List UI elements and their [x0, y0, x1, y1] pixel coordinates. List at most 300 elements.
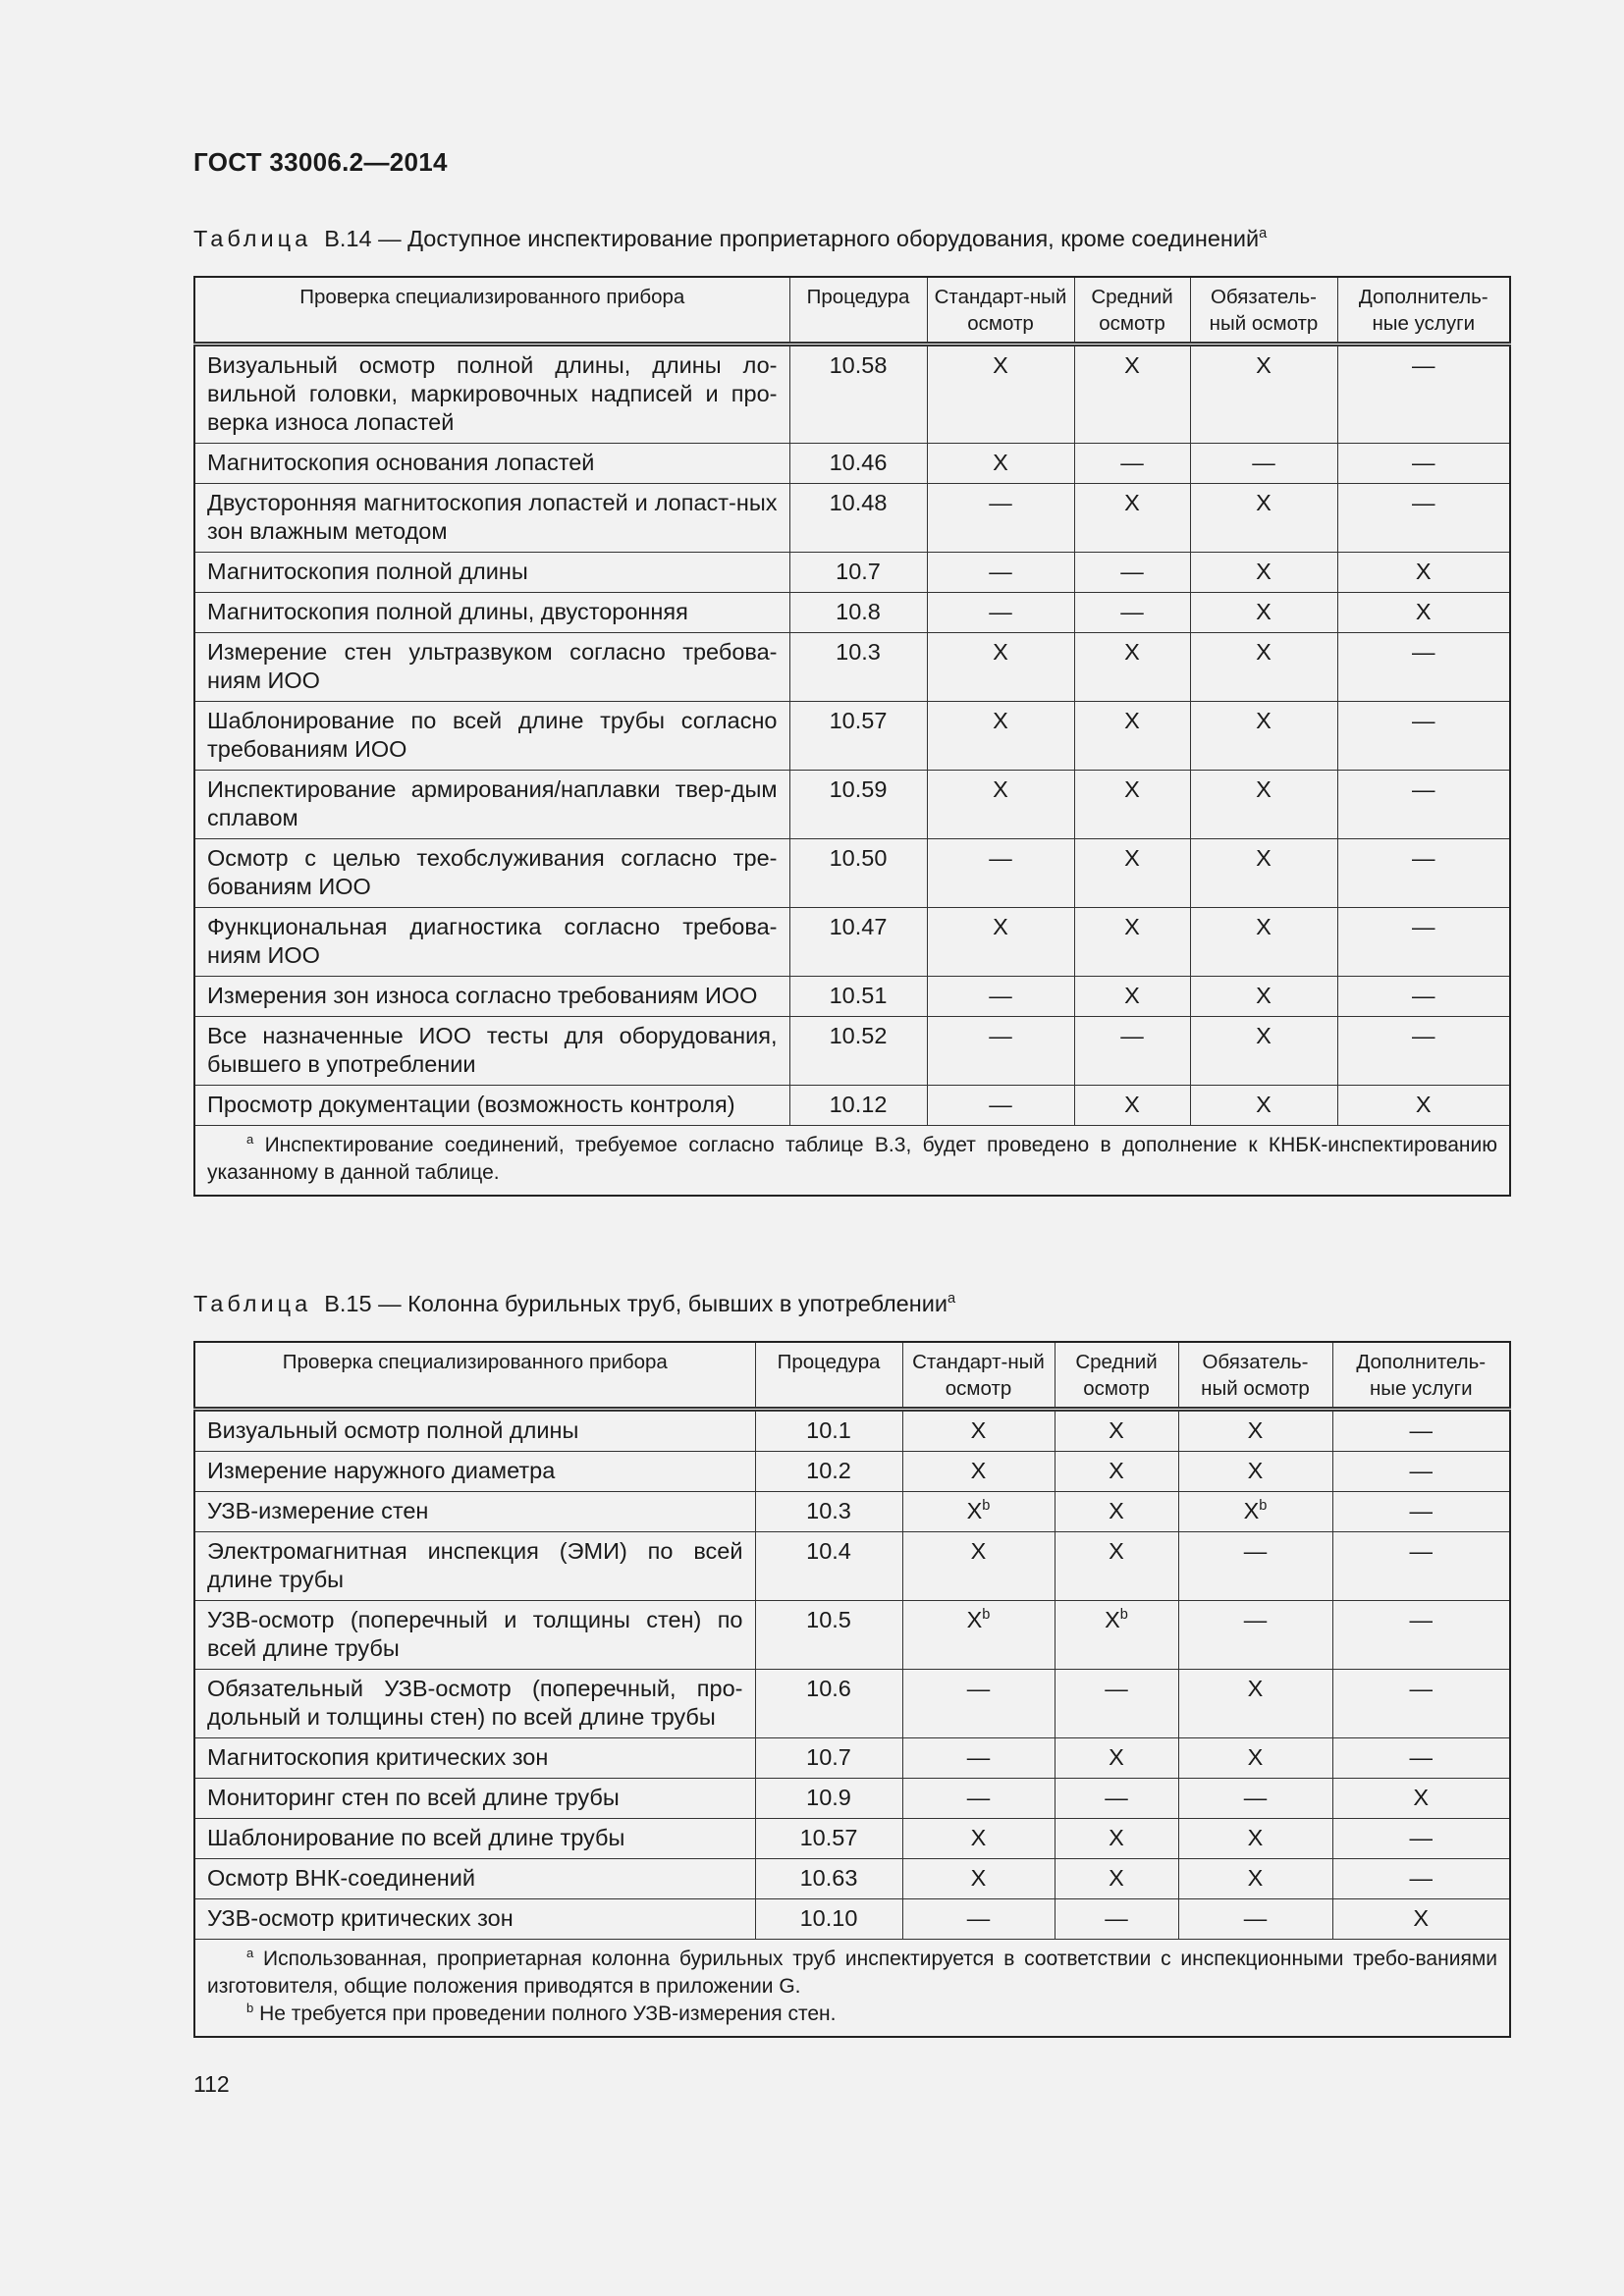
cell-medium	[1055, 1492, 1178, 1532]
cell-check-value: Измерение наружного диаметра	[207, 1458, 556, 1483]
cell-standard-value: X	[970, 1865, 987, 1891]
cell-mandatory-value: X	[1247, 1676, 1264, 1701]
cell-procedure	[789, 1017, 927, 1086]
cell-medium	[1074, 908, 1190, 977]
cell-mandatory	[1190, 1086, 1337, 1126]
cell-procedure	[789, 702, 927, 771]
cell-mandatory-value: —	[1243, 1538, 1268, 1564]
table2-footnote-a-mark: a	[246, 1946, 254, 1960]
cell-medium	[1074, 977, 1190, 1017]
cell-check	[194, 1779, 755, 1819]
cell-medium	[1055, 1899, 1178, 1940]
cell-procedure-value: 10.48	[829, 490, 888, 515]
cell-medium-value: —	[1120, 559, 1144, 584]
table2-footnote-b-text: Не требуется при проведении полного УЗВ-измерения стен.	[259, 2002, 837, 2025]
table1-header-medium: Средний осмотр	[1074, 277, 1190, 345]
cell-standard-value: —	[989, 983, 1012, 1008]
table-row	[194, 702, 1510, 771]
cell-procedure	[755, 1779, 902, 1819]
cell-mandatory-value: —	[1243, 1607, 1268, 1632]
cell-additional	[1332, 1410, 1510, 1452]
table2-header-additional: Дополнитель-ные услуги	[1332, 1342, 1510, 1410]
cell-check-value: Шаблонирование по всей длине трубы согласно требованиям ИОО	[207, 708, 778, 762]
cell-procedure	[789, 839, 927, 908]
cell-procedure	[789, 633, 927, 702]
cell-procedure-value: 10.47	[829, 914, 888, 939]
cell-procedure-value: 10.7	[806, 1744, 851, 1770]
table1-footnote-mark: a	[246, 1132, 254, 1147]
cell-mandatory-value: X	[1256, 352, 1272, 378]
cell-standard-value: X	[993, 776, 1008, 802]
cell-mandatory	[1178, 1779, 1332, 1819]
cell-check	[194, 484, 789, 553]
table2-header-standard: Стандарт-ный осмотр	[902, 1342, 1055, 1410]
table1-footnote-text: Инспектирование соединений, требуемое согласно таблице В.3, будет проведено в дополнение к КНБК-инспектированию указанному в данной таблице.	[207, 1134, 1497, 1184]
table1-header-check: Проверка специализированного прибора	[194, 277, 789, 345]
cell-additional-value: X	[1415, 599, 1432, 624]
cell-mandatory-value: X	[1256, 1092, 1272, 1117]
cell-check	[194, 1899, 755, 1940]
cell-procedure	[755, 1410, 902, 1452]
cell-standard	[927, 1086, 1074, 1126]
cell-medium	[1055, 1532, 1178, 1601]
table-row	[194, 1779, 1510, 1819]
cell-medium-value: —	[1120, 1023, 1144, 1048]
cell-mandatory	[1190, 484, 1337, 553]
cell-standard	[927, 484, 1074, 553]
cell-mandatory-value: X	[1256, 639, 1272, 665]
cell-additional	[1332, 1859, 1510, 1899]
cell-medium	[1055, 1859, 1178, 1899]
cell-standard-value: X	[993, 450, 1008, 475]
table-row	[194, 444, 1510, 484]
cell-standard-value: X	[993, 639, 1008, 665]
table1-header-procedure: Процедура	[789, 277, 927, 345]
footnote-mark: b	[982, 1498, 991, 1515]
cell-medium-value: X	[1124, 490, 1140, 515]
cell-check	[194, 633, 789, 702]
cell-procedure-value: 10.59	[829, 776, 888, 802]
table2-header-check: Проверка специализированного прибора	[194, 1342, 755, 1410]
cell-mandatory	[1178, 1819, 1332, 1859]
cell-standard	[902, 1532, 1055, 1601]
cell-check-value: Измерение стен ультразвуком согласно требова-ниям ИОО	[207, 639, 778, 693]
cell-additional-value: X	[1415, 1092, 1432, 1117]
table2-footnote-b	[207, 2001, 1497, 2028]
cell-procedure	[755, 1819, 902, 1859]
cell-standard	[927, 444, 1074, 484]
table-row	[194, 1492, 1510, 1532]
table-row	[194, 1670, 1510, 1738]
table2-footnote-row	[194, 1940, 1510, 2038]
cell-standard-value: —	[989, 490, 1012, 515]
cell-standard	[902, 1452, 1055, 1492]
cell-additional	[1337, 977, 1510, 1017]
table2-footnote-a	[207, 1946, 1497, 2001]
cell-check	[194, 771, 789, 839]
cell-additional	[1332, 1492, 1510, 1532]
cell-procedure-value: 10.58	[829, 352, 888, 378]
cell-standard	[927, 633, 1074, 702]
cell-check-value: Шаблонирование по всей длине трубы	[207, 1825, 625, 1850]
cell-procedure-value: 10.5	[806, 1607, 851, 1632]
cell-check	[194, 444, 789, 484]
cell-medium	[1055, 1601, 1178, 1670]
cell-standard	[927, 908, 1074, 977]
cell-standard-value: —	[989, 1023, 1012, 1048]
cell-check	[194, 1670, 755, 1738]
table-row	[194, 839, 1510, 908]
cell-check	[194, 702, 789, 771]
table1-caption-label: Таблица	[193, 226, 312, 251]
cell-check-value: Функциональная диагностика согласно требова-ниям ИОО	[207, 914, 778, 968]
cell-standard-value: X	[993, 914, 1008, 939]
cell-check	[194, 345, 789, 444]
cell-mandatory	[1178, 1410, 1332, 1452]
cell-additional	[1337, 553, 1510, 593]
cell-medium	[1074, 444, 1190, 484]
cell-medium-value: X	[1109, 1865, 1124, 1891]
cell-additional-value: —	[1412, 914, 1435, 939]
cell-medium	[1055, 1410, 1178, 1452]
cell-procedure-value: 10.57	[829, 708, 888, 733]
cell-mandatory-value: —	[1243, 1785, 1268, 1810]
table1-header-row	[194, 277, 1510, 345]
cell-mandatory	[1178, 1492, 1332, 1532]
cell-procedure-value: 10.52	[829, 1023, 888, 1048]
cell-standard	[902, 1410, 1055, 1452]
footnote-mark: b	[1119, 1607, 1128, 1624]
cell-medium-value: X	[1124, 845, 1140, 871]
cell-additional-value: —	[1412, 845, 1435, 871]
table2-header-medium: Средний осмотр	[1055, 1342, 1178, 1410]
table-row	[194, 593, 1510, 633]
cell-medium-value: X	[1109, 1417, 1124, 1443]
cell-mandatory-value: X	[1256, 708, 1272, 733]
cell-standard	[927, 553, 1074, 593]
cell-additional	[1337, 908, 1510, 977]
cell-additional-value: —	[1412, 450, 1435, 475]
cell-additional-value: —	[1409, 1676, 1433, 1701]
footnote-mark: b	[982, 1607, 991, 1624]
cell-medium-value: X	[1109, 1538, 1124, 1564]
cell-standard-value: X	[970, 1458, 987, 1483]
table2-caption-footnote-mark: a	[947, 1291, 956, 1308]
cell-medium-value: X	[1124, 1092, 1140, 1117]
cell-additional	[1332, 1532, 1510, 1601]
cell-medium-value: —	[1105, 1785, 1128, 1810]
table2-footnote-b-mark: b	[246, 2001, 254, 2015]
cell-check-value: Визуальный осмотр полной длины	[207, 1417, 579, 1443]
cell-additional	[1332, 1670, 1510, 1738]
cell-medium-value: X	[1109, 1744, 1124, 1770]
cell-additional-value: —	[1412, 639, 1435, 665]
cell-additional-value: —	[1412, 776, 1435, 802]
cell-additional-value: —	[1412, 490, 1435, 515]
document-header: ГОСТ 33006.2—2014	[193, 147, 448, 177]
cell-medium	[1074, 1017, 1190, 1086]
cell-mandatory-value: X	[1247, 1865, 1264, 1891]
cell-procedure	[755, 1601, 902, 1670]
cell-standard-value: X	[970, 1538, 987, 1564]
cell-additional-value: —	[1409, 1458, 1433, 1483]
cell-additional	[1337, 771, 1510, 839]
cell-standard-value: —	[989, 1092, 1012, 1117]
cell-mandatory-value: —	[1252, 450, 1275, 475]
cell-additional	[1332, 1601, 1510, 1670]
cell-procedure-value: 10.10	[799, 1905, 858, 1931]
cell-procedure-value: 10.63	[799, 1865, 858, 1891]
cell-additional-value: X	[1415, 559, 1432, 584]
cell-procedure	[789, 771, 927, 839]
cell-standard-value: X	[966, 1607, 983, 1632]
cell-mandatory	[1190, 1017, 1337, 1086]
cell-check-value: Осмотр с целью техобслуживания согласно тре-бованиям ИОО	[207, 845, 778, 899]
cell-check-value: Измерения зон износа согласно требованиям ИОО	[207, 983, 758, 1008]
cell-check-value: Магнитоскопия основания лопастей	[207, 450, 595, 475]
cell-medium	[1055, 1738, 1178, 1779]
cell-medium	[1074, 633, 1190, 702]
cell-mandatory	[1178, 1670, 1332, 1738]
cell-standard	[927, 1017, 1074, 1086]
cell-mandatory-value: X	[1247, 1458, 1264, 1483]
cell-mandatory-value: X	[1247, 1825, 1264, 1850]
cell-mandatory	[1178, 1738, 1332, 1779]
cell-additional-value: —	[1409, 1865, 1433, 1891]
cell-additional	[1332, 1819, 1510, 1859]
table2-caption-text: В.15 — Колонна бурильных труб, бывших в употреблении	[324, 1291, 947, 1316]
cell-medium-value: X	[1109, 1458, 1124, 1483]
cell-procedure-value: 10.1	[806, 1417, 851, 1443]
cell-check-value: Магнитоскопия полной длины	[207, 559, 528, 584]
cell-additional-value: —	[1412, 1023, 1435, 1048]
cell-procedure	[789, 345, 927, 444]
table-row	[194, 1859, 1510, 1899]
cell-procedure-value: 10.6	[806, 1676, 851, 1701]
cell-procedure	[789, 1086, 927, 1126]
cell-additional	[1337, 1086, 1510, 1126]
cell-check-value: Мониторинг стен по всей длине трубы	[207, 1785, 620, 1810]
table2-caption-label: Таблица	[193, 1291, 312, 1316]
cell-medium	[1055, 1779, 1178, 1819]
cell-medium-value: —	[1120, 599, 1144, 624]
cell-standard-value: —	[989, 845, 1012, 871]
table2-footnotes	[194, 1940, 1510, 2038]
cell-additional-value: —	[1412, 352, 1435, 378]
cell-medium	[1074, 593, 1190, 633]
table1-caption-footnote-mark: a	[1259, 226, 1268, 242]
cell-medium-value: X	[1124, 914, 1140, 939]
cell-standard	[902, 1899, 1055, 1940]
table-row	[194, 1452, 1510, 1492]
cell-medium	[1074, 1086, 1190, 1126]
cell-medium-value: X	[1109, 1825, 1124, 1850]
cell-check	[194, 1492, 755, 1532]
cell-mandatory	[1190, 553, 1337, 593]
cell-procedure	[789, 593, 927, 633]
page-number: 112	[193, 2071, 230, 2097]
cell-check	[194, 1601, 755, 1670]
cell-standard-value: —	[989, 559, 1012, 584]
table-row	[194, 1086, 1510, 1126]
cell-standard	[902, 1859, 1055, 1899]
cell-additional-value: —	[1409, 1607, 1433, 1632]
cell-medium	[1055, 1819, 1178, 1859]
cell-mandatory	[1190, 702, 1337, 771]
cell-check	[194, 1017, 789, 1086]
table-row	[194, 771, 1510, 839]
cell-check-value: УЗВ-осмотр (поперечный и толщины стен) по всей длине трубы	[207, 1607, 743, 1661]
table1-footnote-row	[194, 1126, 1510, 1197]
cell-check-value: Двусторонняя магнитоскопия лопастей и лопаст-ных зон влажным методом	[207, 490, 778, 544]
table-row	[194, 553, 1510, 593]
cell-additional	[1337, 633, 1510, 702]
cell-check-value: Обязательный УЗВ-осмотр (поперечный, про-дольный и толщины стен) по всей длине трубы	[207, 1676, 743, 1730]
cell-mandatory-value: X	[1256, 776, 1272, 802]
cell-additional	[1332, 1738, 1510, 1779]
cell-medium-value: X	[1105, 1607, 1120, 1632]
cell-standard-value: —	[966, 1785, 991, 1810]
cell-check-value: Магнитоскопия полной длины, двусторонняя	[207, 599, 688, 624]
cell-standard	[902, 1670, 1055, 1738]
cell-mandatory	[1190, 771, 1337, 839]
cell-check-value: Визуальный осмотр полной длины, длины ло-вильной головки, маркировочных надписей и про-верка износа лопастей	[207, 352, 778, 435]
table2-caption	[193, 1291, 955, 1317]
footnote-mark: b	[1259, 1498, 1268, 1515]
cell-additional	[1332, 1452, 1510, 1492]
cell-additional	[1337, 345, 1510, 444]
cell-mandatory	[1190, 633, 1337, 702]
cell-procedure-value: 10.57	[799, 1825, 858, 1850]
table-row	[194, 1899, 1510, 1940]
cell-mandatory	[1190, 839, 1337, 908]
cell-check-value: Электромагнитная инспекция (ЭМИ) по всей длине трубы	[207, 1538, 743, 1592]
cell-additional	[1337, 444, 1510, 484]
cell-check	[194, 553, 789, 593]
cell-standard	[927, 977, 1074, 1017]
cell-standard-value: —	[989, 599, 1012, 624]
cell-standard	[902, 1492, 1055, 1532]
cell-standard	[902, 1819, 1055, 1859]
cell-check	[194, 1738, 755, 1779]
table-row	[194, 1819, 1510, 1859]
cell-procedure-value: 10.2	[806, 1458, 851, 1483]
table-b14	[193, 276, 1511, 1197]
table-row	[194, 345, 1510, 444]
table2-header-procedure: Процедура	[755, 1342, 902, 1410]
cell-medium	[1074, 839, 1190, 908]
cell-check-value: Все назначенные ИОО тесты для оборудования, бывшего в употреблении	[207, 1023, 778, 1077]
table-row	[194, 1410, 1510, 1452]
cell-mandatory	[1190, 908, 1337, 977]
cell-standard-value: —	[966, 1744, 991, 1770]
cell-medium	[1074, 553, 1190, 593]
cell-additional-value: X	[1413, 1785, 1430, 1810]
table1-header-mandatory: Обязатель-ный осмотр	[1190, 277, 1337, 345]
cell-mandatory-value: X	[1256, 559, 1272, 584]
cell-check	[194, 593, 789, 633]
cell-procedure-value: 10.46	[829, 450, 888, 475]
cell-check	[194, 1452, 755, 1492]
cell-additional-value: —	[1409, 1538, 1433, 1564]
table-row	[194, 1601, 1510, 1670]
table1-header-standard: Стандарт-ный осмотр	[927, 277, 1074, 345]
cell-check	[194, 1086, 789, 1126]
cell-standard	[902, 1779, 1055, 1819]
cell-mandatory-value: X	[1256, 845, 1272, 871]
cell-standard	[902, 1738, 1055, 1779]
cell-check	[194, 908, 789, 977]
cell-mandatory	[1178, 1899, 1332, 1940]
cell-additional	[1337, 484, 1510, 553]
cell-check	[194, 1819, 755, 1859]
cell-mandatory	[1190, 444, 1337, 484]
cell-check	[194, 1410, 755, 1452]
cell-medium-value: X	[1124, 639, 1140, 665]
cell-additional-value: —	[1409, 1498, 1433, 1523]
table2-header-row	[194, 1342, 1510, 1410]
cell-standard	[927, 702, 1074, 771]
cell-check-value: Магнитоскопия критических зон	[207, 1744, 549, 1770]
table1-footnote	[194, 1126, 1510, 1197]
cell-medium	[1074, 484, 1190, 553]
cell-procedure-value: 10.12	[829, 1092, 888, 1117]
cell-standard-value: X	[993, 352, 1008, 378]
cell-check-value: УЗВ-осмотр критических зон	[207, 1905, 514, 1931]
cell-mandatory	[1178, 1859, 1332, 1899]
cell-additional-value: —	[1412, 983, 1435, 1008]
cell-mandatory-value: X	[1256, 983, 1272, 1008]
cell-medium-value: X	[1124, 983, 1140, 1008]
table-b15	[193, 1341, 1511, 2038]
cell-medium-value: X	[1109, 1498, 1124, 1523]
cell-check	[194, 1859, 755, 1899]
cell-standard	[927, 771, 1074, 839]
cell-procedure	[755, 1738, 902, 1779]
table-row	[194, 633, 1510, 702]
cell-procedure	[789, 484, 927, 553]
table1-header-additional: Дополнитель-ные услуги	[1337, 277, 1510, 345]
cell-procedure	[789, 444, 927, 484]
cell-procedure-value: 10.50	[829, 845, 888, 871]
cell-additional-value: —	[1409, 1417, 1433, 1443]
cell-standard-value: —	[966, 1676, 991, 1701]
cell-standard	[902, 1601, 1055, 1670]
cell-standard-value: X	[970, 1417, 987, 1443]
cell-medium	[1074, 345, 1190, 444]
cell-check-value: Просмотр документации (возможность контроля)	[207, 1092, 735, 1117]
cell-standard-value: X	[966, 1498, 983, 1523]
cell-procedure	[755, 1899, 902, 1940]
cell-procedure-value: 10.9	[806, 1785, 851, 1810]
cell-procedure	[755, 1492, 902, 1532]
table1-caption-text: В.14 — Доступное инспектирование проприетарного оборудования, кроме соединений	[324, 226, 1260, 251]
cell-mandatory	[1190, 593, 1337, 633]
cell-procedure	[755, 1670, 902, 1738]
cell-procedure	[755, 1452, 902, 1492]
cell-mandatory	[1178, 1601, 1332, 1670]
cell-procedure-value: 10.4	[806, 1538, 851, 1564]
cell-check	[194, 977, 789, 1017]
table-row	[194, 908, 1510, 977]
cell-additional	[1332, 1779, 1510, 1819]
cell-mandatory-value: X	[1247, 1744, 1264, 1770]
cell-procedure-value: 10.51	[829, 983, 888, 1008]
table1-caption	[193, 226, 1267, 252]
cell-medium	[1055, 1452, 1178, 1492]
cell-additional-value: —	[1412, 708, 1435, 733]
cell-additional	[1337, 702, 1510, 771]
